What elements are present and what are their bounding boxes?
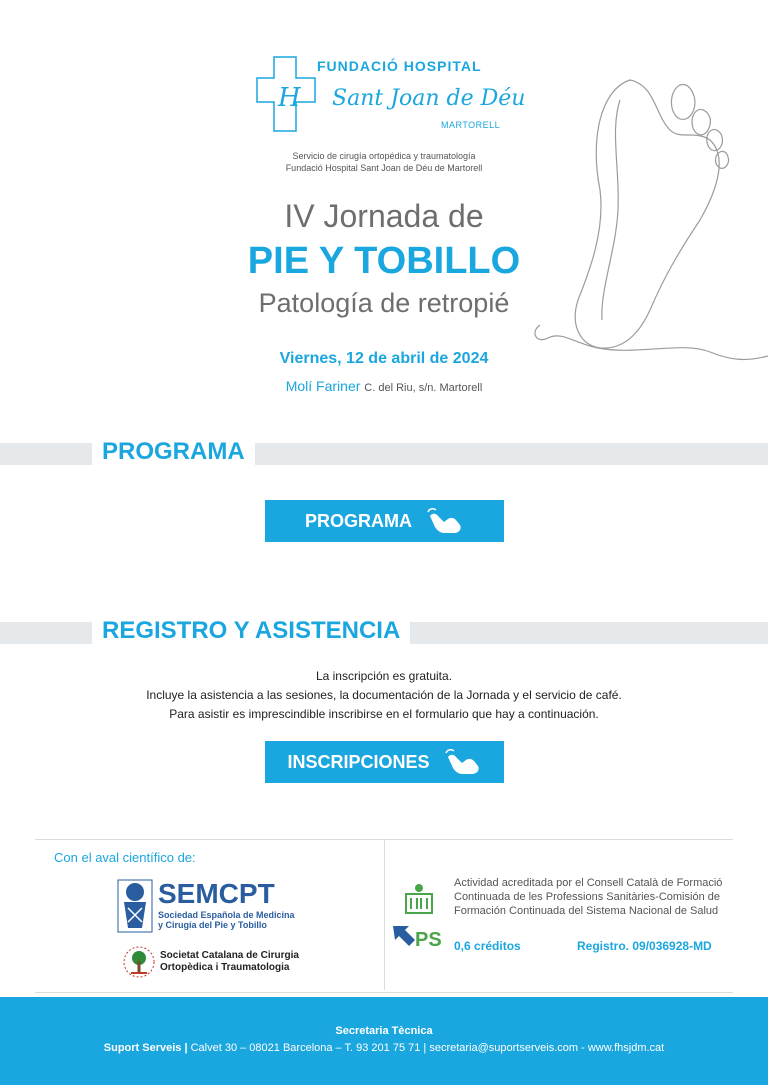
event-title-line-1: IV Jornada de	[284, 198, 484, 234]
semcpt-name: SEMCPT	[158, 878, 275, 909]
logo-title: FUNDACIÓ HOSPITAL	[317, 58, 482, 74]
programa-button-label: PROGRAMA	[305, 510, 412, 531]
logo-location: MARTORELL	[441, 120, 501, 130]
contact-line	[0, 1042, 768, 1054]
aval-label: Con el aval científico de:	[54, 850, 196, 865]
scc-name-1: Societat Catalana de Cirurgia	[160, 950, 299, 961]
logo-script-name: Sant Joan de Déu	[332, 86, 526, 111]
scc-name	[160, 950, 299, 974]
service-line-1: Servicio de cirugía ortopédica y traumatología	[292, 151, 476, 161]
semcpt-subtitle-2: y Cirugía del Pie y Tobillo	[158, 920, 267, 930]
credits-value: 0,6 créditos	[454, 939, 521, 953]
registro-line-1: La inscripción es gratuita.	[315, 669, 453, 683]
venue-address: C. del Riu, s/n. Martorell	[364, 382, 483, 394]
section-title-registro: REGISTRO Y ASISTENCIA	[92, 617, 410, 645]
footer-band	[0, 997, 768, 1085]
svg-text:PS: PS	[415, 929, 442, 950]
semcpt-subtitle	[158, 910, 295, 930]
scc-name-2: Ortopèdica i Traumatologia	[160, 962, 290, 973]
company-name: Suport Serveis |	[103, 1042, 188, 1054]
registration-number: Registro. 09/036928-MD	[577, 939, 712, 953]
svg-text:H: H	[278, 83, 301, 113]
contact-details: Calvet 30 – 08021 Barcelona – T. 93 201 75 71 | secretaria@suportserveis.com - www.fhsjdm.cat	[190, 1042, 665, 1054]
ps-accreditation-logo-icon	[391, 922, 447, 950]
ccfcps-logo-icon	[404, 883, 434, 915]
service-line-2: Fundació Hospital Sant Joan de Déu de Martorell	[285, 163, 483, 173]
registro-line-2: Incluye la asistencia a las sesiones, la documentación de la Jornada y el servicio de café.	[146, 688, 622, 702]
accreditation-text: Actividad acreditada por el Consell Català de Formació Continuada de les Professions Sanitàries-Comisión de Formación Continuada del Sistema Nacional de Salud	[454, 877, 723, 917]
hand-pointer-icon	[444, 749, 482, 775]
event-venue	[0, 378, 768, 394]
sponsors-divider	[384, 840, 385, 990]
secretaria-title: Secretaria Tècnica	[335, 1025, 433, 1037]
semcpt-logo-icon	[116, 878, 154, 934]
scc-logo-icon	[122, 945, 156, 979]
venue-name: Molí Fariner	[285, 378, 361, 394]
hospital-logo-cross-icon	[256, 56, 316, 132]
section-title-programa: PROGRAMA	[92, 438, 255, 466]
event-title-main: PIE Y TOBILLO	[247, 240, 521, 282]
hand-pointer-icon	[426, 508, 464, 534]
inscripciones-button-label: INSCRIPCIONES	[287, 751, 430, 772]
event-date: Viernes, 12 de abril de 2024	[279, 350, 489, 367]
inscripciones-button[interactable]	[265, 741, 504, 783]
semcpt-subtitle-1: Sociedad Española de Medicina	[158, 910, 295, 920]
programa-button[interactable]	[265, 500, 504, 542]
registro-line-3: Para asistir es imprescindible inscribirse en el formulario que hay a continuación.	[169, 707, 599, 721]
event-subtitle: Patología de retropié	[258, 288, 510, 318]
